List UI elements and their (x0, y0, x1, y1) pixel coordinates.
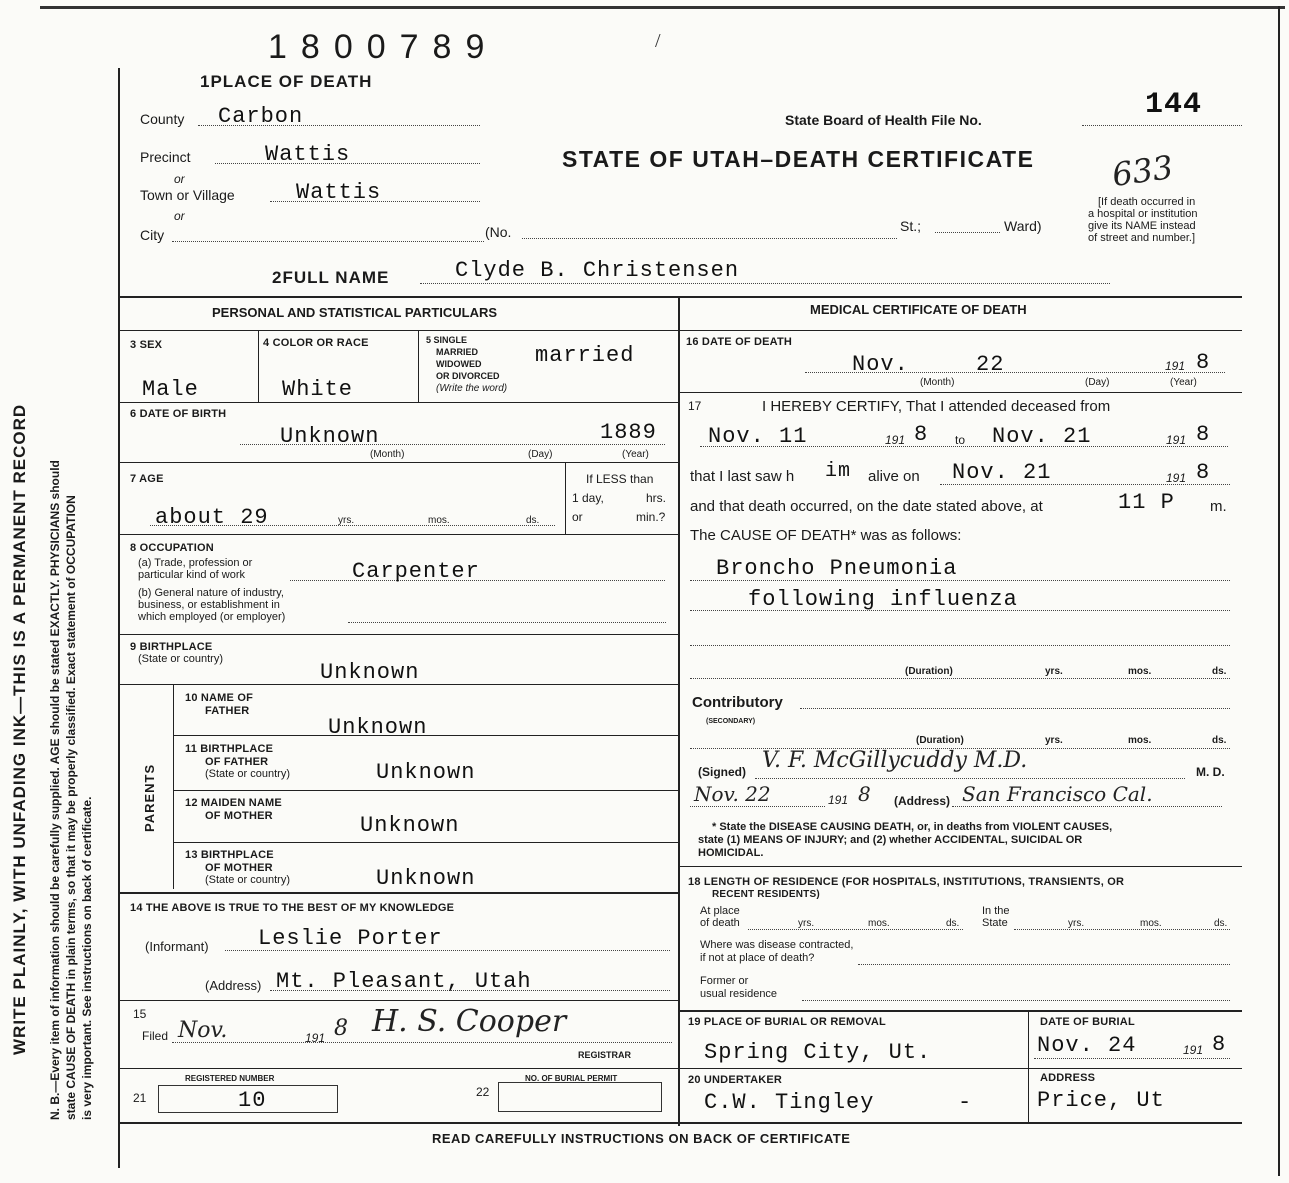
hospital-note-1: [If death occurred in (1098, 196, 1196, 208)
father-bp-label-2: OF FATHER (205, 756, 269, 768)
file-number: 144 (1145, 88, 1203, 122)
mother-bp-value: Unknown (376, 866, 476, 891)
to-label: to (955, 433, 966, 447)
precinct-value: Wattis (265, 142, 351, 167)
dob-label: 6 DATE OF BIRTH (130, 408, 227, 420)
true-label: 14 THE ABOVE IS TRUE TO THE BEST OF MY KNOWLEDGE (130, 902, 455, 914)
burial-year: 8 (1212, 1032, 1227, 1057)
cause-note-3: HOMICIDAL. (698, 847, 764, 859)
undertaker-value: C.W. Tingley (704, 1090, 875, 1115)
hospital-note-2: a hospital or institution (1088, 208, 1198, 220)
in-state-2: State (982, 917, 1008, 929)
father-label-1: 10 NAME OF (185, 692, 254, 704)
cause-note-1: * State the DISEASE CAUSING DEATH, or, in deaths from VIOLENT CAUSES, (712, 821, 1113, 833)
mother-label-2: OF MOTHER (205, 810, 273, 822)
dod-year-label: (Year) (1170, 377, 1197, 388)
hand-number: 633 (1109, 147, 1176, 195)
less-label-1: If LESS than (586, 472, 654, 486)
signed-address: San Francisco Cal. (962, 782, 1153, 806)
informant-address-label: (Address) (205, 978, 262, 993)
no-label: (No. (485, 224, 512, 240)
or-1: or (174, 172, 185, 186)
margin-note-3: is very important. See instructions on back of certificate. (80, 796, 94, 1120)
burial-label: 19 PLACE OF BURIAL OR REMOVAL (688, 1016, 886, 1028)
mother-bp-label-1: 13 BIRTHPLACE (185, 849, 274, 861)
signed-year: 8 (858, 782, 871, 806)
death-time: 11 P (1118, 490, 1175, 515)
occ-b-2: business, or establishment in (138, 599, 280, 611)
where-contracted-1: Where was disease contracted, (700, 939, 854, 951)
duration-ds-1: ds. (1212, 666, 1227, 677)
attend-from-year-prefix: 191 (885, 433, 906, 447)
cert-number: 17 (688, 399, 702, 413)
file-label: State Board of Health File No. (785, 112, 982, 128)
town-value: Wattis (296, 180, 382, 205)
informant-address-value: Mt. Pleasant, Utah (276, 969, 532, 994)
at-place-1: At place (700, 905, 740, 917)
duration-yrs-1: yrs. (1045, 666, 1063, 677)
attend-from: Nov. 11 (708, 424, 808, 449)
attend-to-year-prefix: 191 (1166, 433, 1187, 447)
attend-from-year: 8 (914, 422, 929, 447)
dob-day-label: (Day) (528, 449, 553, 460)
personal-section-title: PERSONAL AND STATISTICAL PARTICULARS (212, 305, 498, 320)
marital-label-1: 5 SINGLE (426, 335, 468, 345)
certificate-number: 1800789 (268, 28, 499, 66)
at-place-ds: ds. (946, 918, 960, 929)
county-label: County (140, 111, 185, 127)
pen-mark: / (655, 30, 661, 52)
in-state-yrs: yrs. (1068, 918, 1085, 929)
duration-ds-2: ds. (1212, 735, 1227, 746)
margin-note-2: state CAUSE OF DEATH in plain terms, so that it may be properly classified. Exact statement of OCCUPATION (64, 495, 78, 1120)
dod-month: Nov. (852, 352, 909, 377)
at-place-2: of death (700, 917, 740, 929)
age-mos-label: mos. (428, 515, 450, 526)
cause-note-2: state (1) MEANS OF INJURY; and (2) whether ACCIDENTAL, SUICIDAL OR (698, 834, 1083, 846)
less-label-3: hrs. (646, 491, 667, 505)
occ-a-1: (a) Trade, profession or (138, 557, 253, 569)
last-saw-year-prefix: 191 (1166, 471, 1187, 485)
city-label: City (140, 227, 165, 243)
age-ds-label: ds. (526, 515, 540, 526)
physician-signature: V. F. McGillycuddy M.D. (762, 748, 1028, 773)
at-place-mos: mos. (868, 918, 890, 929)
color-label: 4 COLOR OR RACE (263, 337, 369, 349)
md-label: M. D. (1196, 765, 1225, 779)
reg-number-prefix: 21 (133, 1091, 147, 1105)
father-bp-value: Unknown (376, 760, 476, 785)
father-value: Unknown (328, 715, 428, 740)
age-yrs-label: yrs. (338, 515, 355, 526)
sex-label: 3 SEX (130, 339, 163, 351)
cause-1: Broncho Pneumonia (716, 556, 958, 581)
registrar-signature: H. S. Cooper (372, 1004, 567, 1039)
father-label-2: FATHER (205, 705, 250, 717)
signed-year-prefix: 191 (828, 793, 849, 807)
county-value: Carbon (218, 104, 304, 129)
precinct-label: Precinct (140, 149, 191, 165)
st-label: St.; (900, 218, 922, 234)
occ-a-2: particular kind of work (138, 569, 245, 581)
sex-value: Male (142, 377, 199, 402)
last-saw-2: alive on (868, 468, 920, 485)
full-name-label: 2FULL NAME (272, 268, 390, 287)
marital-value: married (535, 343, 635, 368)
birthplace-label: 9 BIRTHPLACE (130, 641, 213, 653)
last-saw-date: Nov. 21 (952, 460, 1052, 485)
filed-month: Nov. (178, 1018, 228, 1043)
cause-label: The CAUSE OF DEATH* was as follows: (690, 527, 962, 544)
father-bp-label-1: 11 BIRTHPLACE (185, 743, 274, 755)
dod-year-prefix: 191 (1165, 359, 1186, 373)
or-2: or (174, 209, 185, 223)
undertaker-dash: - (958, 1090, 973, 1115)
footer-instructions: READ CAREFULLY INSTRUCTIONS ON BACK OF CERTIFICATE (432, 1131, 851, 1146)
center-divider (678, 296, 680, 1126)
hospital-note-3: give its NAME instead (1088, 220, 1196, 232)
mother-value: Unknown (360, 813, 460, 838)
undertaker-address: Price, Ut (1037, 1088, 1165, 1113)
mother-bp-label-3: (State or country) (205, 874, 290, 886)
secondary-label: (SECONDARY) (706, 718, 756, 725)
burial-place: Spring City, Ut. (704, 1040, 932, 1065)
signed-address-label: (Address) (894, 794, 951, 808)
margin-main-text: WRITE PLAINLY, WITH UNFADING INK—THIS IS A PERMANENT RECORD (10, 403, 29, 1055)
town-label: Town or Village (140, 187, 235, 203)
duration-label-1: (Duration) (905, 666, 953, 677)
certificate-frame (118, 68, 1244, 1168)
filed-year: 8 (334, 1016, 348, 1041)
burial-date: Nov. 24 (1037, 1033, 1137, 1058)
ward-label: Ward) (1004, 218, 1042, 234)
dob-year: 1889 (600, 420, 657, 445)
less-label-4: or (572, 510, 583, 524)
marital-label-4: OR DIVORCED (436, 371, 500, 381)
mother-bp-label-2: OF MOTHER (205, 862, 273, 874)
color-value: White (282, 377, 354, 402)
burial-year-prefix: 191 (1183, 1043, 1204, 1057)
medical-section-title: MEDICAL CERTIFICATE OF DEATH (810, 302, 1027, 317)
signed-date: Nov. 22 (694, 782, 771, 806)
in-state-ds: ds. (1214, 918, 1228, 929)
duration-mos-2: mos. (1128, 735, 1152, 746)
occupation-label: 8 OCCUPATION (130, 542, 214, 554)
marital-label-3: WIDOWED (436, 359, 482, 369)
right-edge (1278, 6, 1280, 1176)
marital-label-2: MARRIED (436, 347, 478, 357)
filed-year-prefix: 191 (305, 1031, 326, 1045)
signed-label: (Signed) (698, 765, 746, 779)
dod-day-label: (Day) (1085, 377, 1110, 388)
last-saw-year: 8 (1196, 460, 1211, 485)
occ-b-1: (b) General nature of industry, (138, 587, 284, 599)
informant-label: (Informant) (145, 939, 209, 954)
duration-label-2: (Duration) (916, 735, 964, 746)
cause-2: following influenza (748, 587, 1018, 612)
birthplace-sub: (State or country) (138, 653, 223, 665)
in-state-1: In the (982, 905, 1010, 917)
burial-permit-prefix: 22 (476, 1085, 490, 1099)
less-label-5: min.? (636, 510, 666, 524)
cert-text-1: I HEREBY CERTIFY, That I attended deceased from (762, 398, 1111, 415)
burial-permit-box (498, 1082, 662, 1112)
residence-label-1: 18 LENGTH OF RESIDENCE (FOR HOSPITALS, INSTITUTIONS, TRANSIENTS, OR (688, 876, 1125, 888)
filed-number: 15 (133, 1007, 147, 1021)
filed-label: Filed (142, 1029, 169, 1043)
at-place-yrs: yrs. (798, 918, 815, 929)
place-of-death-label: 1PLACE OF DEATH (200, 72, 373, 91)
last-saw-1: that I last saw h (690, 468, 795, 485)
age-value: about 29 (155, 505, 269, 530)
dob-month-label: (Month) (370, 449, 405, 460)
reg-number-value: 10 (238, 1088, 267, 1113)
undertaker-label: 20 UNDERTAKER (688, 1074, 783, 1086)
burial-date-label: DATE OF BURIAL (1040, 1016, 1135, 1028)
father-bp-label-3: (State or country) (205, 768, 290, 780)
death-occurred-label: and that death occurred, on the date stated above, at (690, 498, 1043, 515)
contributory-label: Contributory (692, 694, 783, 711)
age-label: 7 AGE (130, 473, 164, 485)
duration-mos-1: mos. (1128, 666, 1152, 677)
registrar-label: REGISTRAR (578, 1050, 632, 1060)
parents-label: PARENTS (142, 763, 157, 832)
dod-label: 16 DATE OF DEATH (686, 336, 793, 348)
where-contracted-2: if not at place of death? (700, 952, 815, 964)
marital-label-5: (Write the word) (436, 383, 508, 394)
certificate-title: STATE OF UTAH–DEATH CERTIFICATE (562, 146, 1035, 172)
burial-permit-label: NO. OF BURIAL PERMIT (525, 1074, 618, 1083)
former-2: usual residence (700, 988, 778, 1000)
dod-day: 22 (976, 352, 1005, 377)
duration-yrs-2: yrs. (1045, 735, 1063, 746)
hospital-note-4: of street and number.] (1088, 232, 1196, 244)
last-saw-him: im (825, 460, 852, 483)
residence-label-2: RECENT RESIDENTS) (712, 889, 820, 900)
occ-b-3: which employed (or employer) (138, 611, 286, 623)
former-1: Former or (700, 975, 749, 987)
less-label-2: 1 day, (572, 491, 604, 505)
top-rule (40, 6, 1285, 9)
attend-to-year: 8 (1196, 422, 1211, 447)
margin-note-1: N. B.—Every item of information should be carefully supplied. AGE should be stated EXACTLY. PHYSICIANS should (48, 460, 62, 1120)
in-state-mos: mos. (1140, 918, 1162, 929)
occupation-value: Carpenter (352, 559, 480, 584)
attend-to: Nov. 21 (992, 424, 1092, 449)
dob-year-label: (Year) (622, 449, 649, 460)
dob-value: Unknown (280, 424, 380, 449)
full-name-value: Clyde B. Christensen (455, 258, 740, 283)
undertaker-address-label: ADDRESS (1040, 1072, 1096, 1084)
birthplace-value: Unknown (320, 660, 420, 685)
dod-year: 8 (1196, 350, 1211, 375)
m-label: m. (1210, 498, 1227, 515)
informant-value: Leslie Porter (258, 926, 443, 951)
dod-month-label: (Month) (920, 377, 955, 388)
reg-number-label: REGISTERED NUMBER (185, 1074, 275, 1083)
mother-label-1: 12 MAIDEN NAME (185, 797, 282, 809)
